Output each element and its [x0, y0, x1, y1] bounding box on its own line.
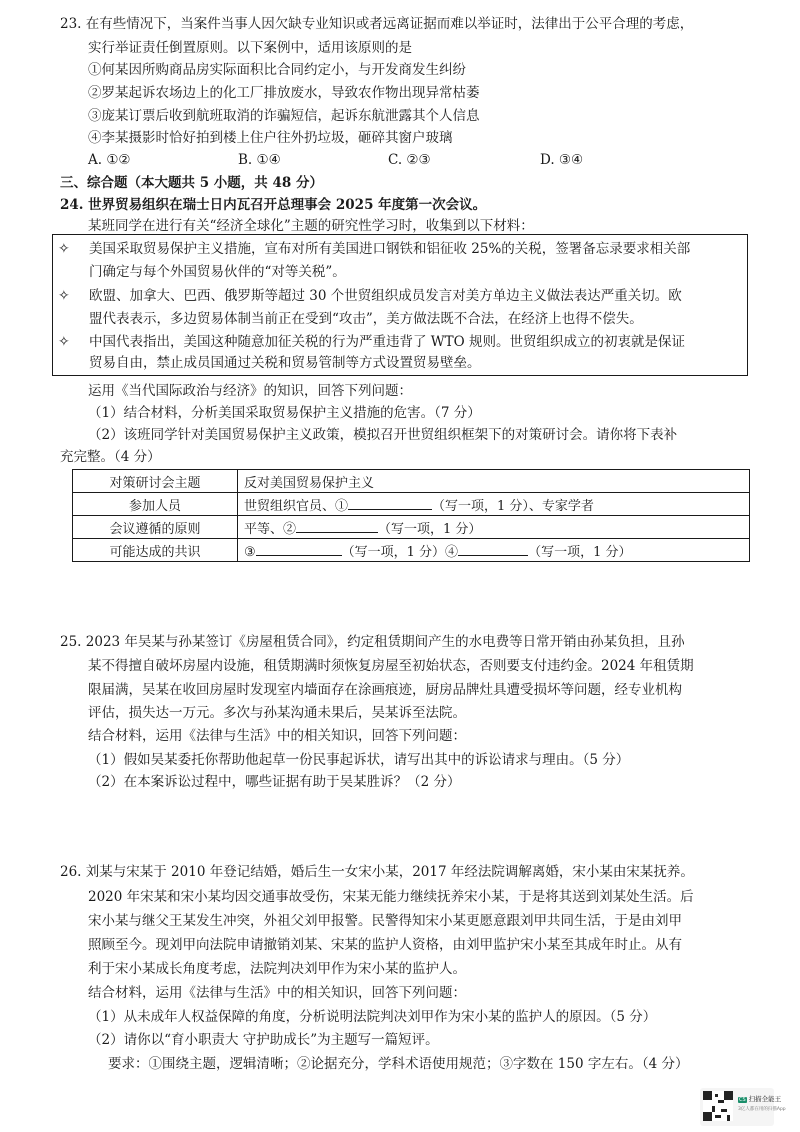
q24-material-3-line1: 中国代表指出，美国这种随意加征关税的行为严重违背了 WTO 规则。世贸组织成立的初衷就是保证	[89, 334, 686, 350]
table-row	[73, 539, 750, 562]
q23-item-4: ④李某摄影时恰好拍到楼上住户往外扔垃圾，砸碎其窗户玻璃	[88, 130, 453, 146]
table-row	[73, 493, 750, 516]
table-cell-mark: ③	[244, 544, 256, 560]
scanner-watermark	[700, 1088, 786, 1126]
q23-item-3: ③庞某订票后收到航班取消的诈骗短信，起诉东航泄露其个人信息	[88, 108, 480, 124]
answer-blank-4[interactable]	[458, 541, 528, 556]
table-row	[73, 470, 750, 493]
q23-option-b: B. ①④	[238, 152, 281, 168]
qr-code-icon	[703, 1091, 733, 1121]
q26-paragraph-line5: 利于宋小某成长角度考虑，法院判决刘甲作为宋小某的监护人。	[88, 961, 466, 977]
q25-instruction: 结合材料，运用《法律与生活》中的相关知识，回答下列问题：	[88, 728, 466, 744]
q24-material-1-line1: 美国采取贸易保护主义措施，宣布对所有美国进口钢铁和铝征收 25%的关税，签署备忘录要求相关部	[89, 241, 691, 257]
q24-materials-box	[52, 234, 748, 376]
table-content-cell: 反对美国贸易保护主义	[238, 470, 750, 493]
table-header-cell: 会议遵循的原则	[73, 516, 238, 539]
q25-paragraph-line4: 评估，损失达一万元。多次与孙某沟通未果后，吴某诉至法院。	[88, 705, 466, 721]
q24-material-2-line1: 欧盟、加拿大、巴西、俄罗斯等超过 30 个世贸组织成员发言对美方单边主义做法表达严重关切。欧	[89, 288, 682, 304]
table-header-cell: 对策研讨会主题	[73, 470, 238, 493]
q26-paragraph-line2: 2020 年宋某和宋小某均因交通事故受伤，宋某无能力继续抚养宋小某，于是将其送到刘某处生活。后	[88, 889, 694, 905]
q24-intro: 某班同学在进行有关“经济全球化”主题的研究性学习时，收集到以下材料：	[88, 218, 534, 234]
table-cell-note: （写一项，1 分）	[378, 521, 482, 537]
q24-material-2-line2: 盟代表表示，多边贸易体制当前正在受到“攻击”，美方做法既不合法，在经济上也得不偿失。	[89, 311, 643, 327]
q24-planning-table	[72, 469, 750, 562]
q26-paragraph-line3: 宋小某与继父王某发生冲突，外祖父刘甲报警。民警得知宋小某更愿意跟刘甲共同生活，于是由刘甲	[88, 913, 682, 929]
scanner-app-name: 扫描全能王	[748, 1095, 782, 1103]
q23-option-a: A. ①②	[88, 152, 131, 168]
q24-sub-question-2-line2: 充完整。（4 分）	[60, 449, 161, 465]
table-content-cell	[238, 539, 750, 562]
q25-sub-question-2: （2）在本案诉讼过程中，哪些证据有助于吴某胜诉？（2 分）	[88, 774, 461, 790]
diamond-bullet-icon: ✧	[58, 241, 70, 257]
q23-stem-line1: 23. 在有些情况下，当案件当事人因欠缺专业知识或者远离证据而难以举证时，法律出于公平合理的考虑，	[60, 16, 694, 32]
q26-requirement: 要求：①围绕主题，逻辑清晰；②论据充分，学科术语使用规范；③字数在 150 字左右。（4 分）	[108, 1056, 689, 1072]
answer-blank-2[interactable]	[296, 518, 378, 533]
table-cell-prefix: 世贸组织官员、①	[244, 498, 349, 514]
section-heading: 三、综合题（本大题共 5 小题，共 48 分）	[60, 175, 323, 191]
diamond-bullet-icon: ✧	[58, 288, 70, 304]
table-cell-note: （写一项，1 分）	[528, 544, 632, 560]
q24-sub-question-1: （1）结合材料，分析美国采取贸易保护主义措施的危害。（7 分）	[88, 405, 481, 421]
table-content-cell	[238, 493, 750, 516]
scanner-title	[738, 1094, 781, 1103]
q25-sub-question-1: （1）假如吴某委托你帮助他起草一份民事起诉状，请写出其中的诉讼请求与理由。（5 分）	[88, 752, 630, 768]
q26-sub-question-1: （1）从未成年人权益保障的角度，分析说明法院判决刘甲作为宋小某的监护人的原因。（5 分）	[88, 1009, 657, 1025]
table-row	[73, 516, 750, 539]
q23-option-d: D. ③④	[540, 152, 584, 168]
q24-material-3-line2: 贸易自由，禁止成员国通过关税和贸易管制等方式设置贸易壁垒。	[89, 355, 481, 371]
q24-sub-question-2-line1: （2）该班同学针对美国贸易保护主义政策，模拟召开世贸组织框架下的对策研讨会。请你将下表补	[88, 427, 678, 443]
q25-paragraph-line3: 限届满，吴某在收回房屋时发现室内墙面存在涂画痕迹，厨房品牌灶具遭受损坏等问题，经专业机构	[88, 682, 682, 698]
cs-badge: CS	[739, 1097, 746, 1103]
q23-stem-line2: 实行举证责任倒置原则。以下案例中，适用该原则的是	[88, 40, 412, 56]
q26-paragraph-line1: 26. 刘某与宋某于 2010 年登记结婚，婚后生一女宋小某，2017 年经法院调解离婚，宋小某由宋某抚养。	[60, 864, 694, 880]
q24-stem: 24. 世界贸易组织在瑞士日内瓦召开总理事会 2025 年度第一次会议。	[60, 197, 487, 213]
table-cell-note: （写一项，1 分）、专家学者	[432, 498, 594, 514]
scanner-subtitle: 3亿人都在用的扫描App	[738, 1107, 786, 1112]
q23-item-1: ①何某因所购商品房实际面积比合同约定小，与开发商发生纠纷	[88, 62, 466, 78]
q24-instruction: 运用《当代国际政治与经济》的知识，回答下列问题：	[88, 383, 412, 399]
table-cell-note: （写一项，1 分）④	[341, 544, 459, 560]
table-cell-prefix: 平等、②	[244, 521, 297, 537]
q23-option-c: C. ②③	[388, 152, 431, 168]
q26-paragraph-line4: 照顾至今。现刘甲向法院申请撤销刘某、宋某的监护人资格，由刘甲监护宋小某至其成年时止。从有	[88, 937, 682, 953]
q23-item-2: ②罗某起诉农场边上的化工厂排放废水，导致农作物出现异常枯萎	[88, 85, 480, 101]
table-content-cell	[238, 516, 750, 539]
q25-paragraph-line2: 某不得擅自破坏房屋内设施，租赁期满时须恢复房屋至初始状态，否则要支付违约金。2024 年租赁期	[88, 658, 694, 674]
answer-blank-1[interactable]	[348, 495, 432, 510]
diamond-bullet-icon: ✧	[58, 334, 70, 350]
table-header-cell: 参加人员	[73, 493, 238, 516]
q26-instruction: 结合材料，运用《法律与生活》中的相关知识，回答下列问题：	[88, 985, 466, 1001]
answer-blank-3[interactable]	[256, 541, 342, 556]
table-header-cell: 可能达成的共识	[73, 539, 238, 562]
q26-sub-question-2: （2）请你以“育小职责大 守护助成长”为主题写一篇短评。	[88, 1032, 439, 1048]
q24-material-1-line2: 门确定与每个外国贸易伙伴的“对等关税”。	[89, 264, 346, 280]
q25-paragraph-line1: 25. 2023 年吴某与孙某签订《房屋租赁合同》，约定租赁期间产生的水电费等日常开销由孙某负担，且孙	[60, 634, 685, 650]
